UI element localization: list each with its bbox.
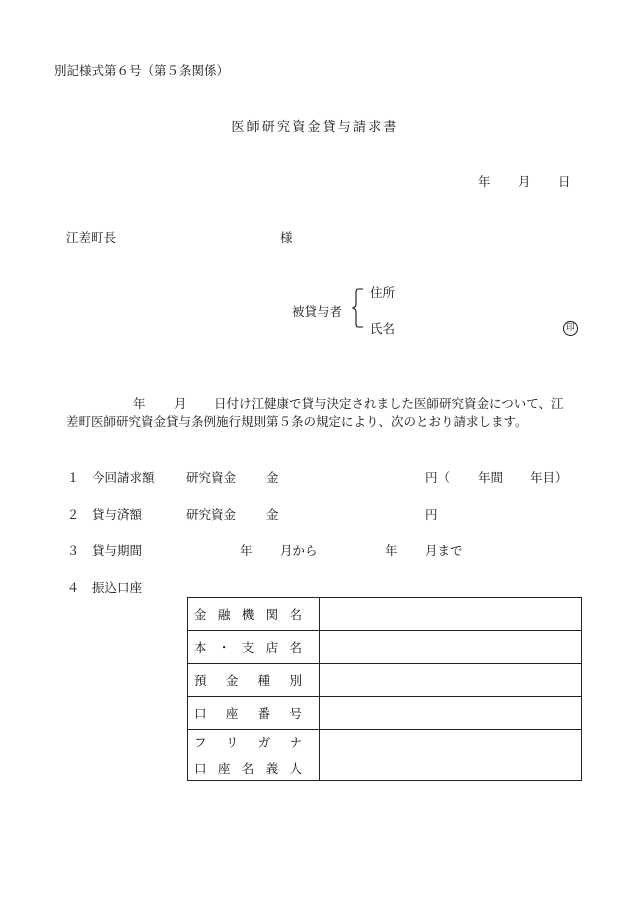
brace-icon <box>352 288 364 328</box>
label-char: 種 <box>257 673 271 688</box>
label-char: 金 <box>225 673 239 688</box>
account-number-label <box>188 697 320 730</box>
label-char: ガ <box>257 735 271 750</box>
furigana-label <box>194 733 302 751</box>
bank-name-row <box>188 598 582 631</box>
address-label: 住所 <box>370 285 396 300</box>
item-2-number: ２ <box>66 507 80 522</box>
item-1-yen: 円（ <box>425 470 451 485</box>
holder-name-label <box>194 759 302 777</box>
item-1-number: １ <box>66 470 80 485</box>
item-3-to-year: 年 <box>385 543 398 558</box>
item-1-kin: 金 <box>266 470 279 485</box>
item-2-label: 貸与済額 <box>92 507 143 522</box>
label-char: 支 <box>241 640 255 655</box>
seal-mark: 印 <box>563 321 578 336</box>
account-type-field[interactable] <box>320 664 582 697</box>
label-char: リ <box>225 735 239 750</box>
item-3-number: ３ <box>66 543 80 558</box>
label-char: 号 <box>289 706 302 721</box>
date-month-label: 月 <box>518 174 531 189</box>
item-3-to-month: 月まで <box>425 543 463 558</box>
name-label: 氏名 <box>370 321 396 336</box>
document-title: 医師研究資金貸与請求書 <box>231 120 399 135</box>
bank-name-field[interactable] <box>320 598 582 631</box>
item-1-years: 年間 <box>478 470 504 485</box>
account-type-row <box>188 664 582 697</box>
label-char: ・ <box>217 640 231 655</box>
label-char: 義 <box>265 761 279 776</box>
item-3-from-year: 年 <box>240 543 253 558</box>
label-char: 名 <box>289 640 302 655</box>
label-char: 融 <box>217 607 231 622</box>
label-char: 座 <box>225 706 239 721</box>
date-day-label: 日 <box>558 174 571 189</box>
item-4-number: ４ <box>66 580 80 595</box>
item-1-label: 今回請求額 <box>92 470 155 485</box>
date-year-label: 年 <box>478 174 491 189</box>
branch-name-label <box>188 631 320 664</box>
account-type-label <box>188 664 320 697</box>
item-3-label: 貸与期間 <box>92 543 143 558</box>
body-line-1: 日付け江健康で貸与決定されました医師研究資金について、江 <box>214 396 564 411</box>
item-4-label: 振込口座 <box>92 580 143 595</box>
borrower-label: 被貸与者 <box>292 304 343 319</box>
label-char: 本 <box>194 640 207 655</box>
label-char: フ <box>194 735 207 750</box>
label-char: 金 <box>194 607 207 622</box>
label-char: 機 <box>241 607 255 622</box>
account-number-field[interactable] <box>320 697 582 730</box>
addressee-name: 江差町長 <box>66 230 117 245</box>
label-char: 関 <box>265 607 279 622</box>
label-char: 口 <box>194 761 207 776</box>
body-month: 月 <box>174 396 187 411</box>
label-char: 名 <box>241 761 255 776</box>
label-char: 名 <box>289 607 302 622</box>
label-char: 人 <box>289 761 302 776</box>
item-2-kin: 金 <box>266 507 279 522</box>
branch-name-row <box>188 631 582 664</box>
label-char: 座 <box>217 761 231 776</box>
account-holder-label <box>188 730 320 781</box>
label-char: 店 <box>265 640 279 655</box>
label-char: ナ <box>289 735 302 750</box>
form-number: 別記様式第６号（第５条関係） <box>54 63 230 78</box>
branch-name-field[interactable] <box>320 631 582 664</box>
body-year: 年 <box>133 396 146 411</box>
item-2-yen: 円 <box>425 507 438 522</box>
label-char: 口 <box>194 706 207 721</box>
account-holder-field[interactable] <box>320 730 582 781</box>
body-line-2: 差町医師研究資金貸与条例施行規則第５条の規定により、次のとおり請求します。 <box>66 414 528 429</box>
account-number-row <box>188 697 582 730</box>
item-1-fund: 研究資金 <box>186 470 237 485</box>
bank-account-table <box>187 597 582 781</box>
bank-name-label <box>188 598 320 631</box>
label-char: 番 <box>257 706 271 721</box>
account-holder-row <box>188 730 582 781</box>
item-2-fund: 研究資金 <box>186 507 237 522</box>
addressee-honorific: 様 <box>280 230 293 245</box>
label-char: 預 <box>194 673 207 688</box>
item-3-from-month: 月から <box>280 543 318 558</box>
label-char: 別 <box>289 673 302 688</box>
item-1-nth-year: 年目） <box>530 470 568 485</box>
